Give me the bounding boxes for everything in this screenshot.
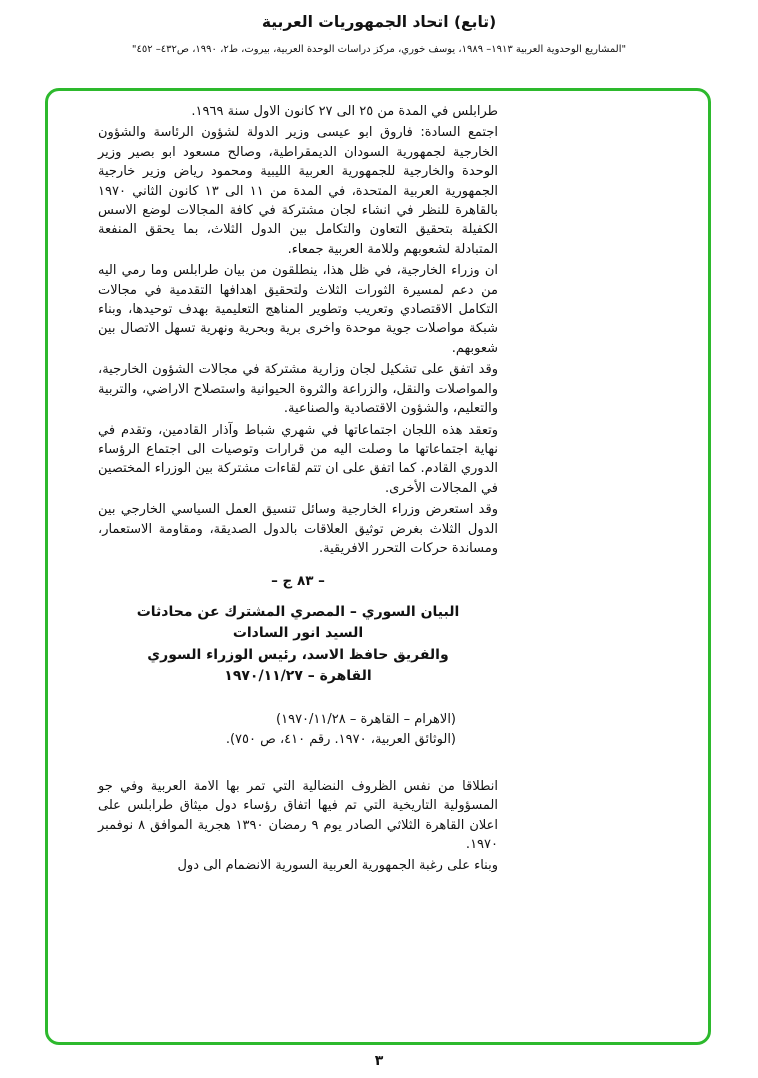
body-paragraph: انطلاقا من نفس الظروف النضالية التي تمر بها الامة العربية وفي جو المسؤولية التاريخية التي تم فيها اتفاق رؤساء دول ميثاق طرابلس على اعلان القاهرة الثلاثي الصادر يوم ٩ رمضان ١٣٩٠ هجرية الموافق ٨ نوفمبر ١٩٧٠.	[98, 778, 499, 852]
page-number: ٣	[374, 1053, 384, 1069]
document-body	[98, 102, 498, 878]
section-marker: – ٨٣ ج –	[271, 573, 325, 590]
header-source-line: "المشاريع الوحدوية العربية ١٩١٣– ١٩٨٩، يوسف خوري، مركز دراسات الوحدة العربية، بيروت، ط٢، ١٩٩٠، ص٤٣٢– ٤٥٢"	[131, 44, 627, 55]
body-paragraph: طرابلس في المدة من ٢٥ الى ٢٧ كانون الاول سنة ١٩٦٩.	[191, 104, 498, 119]
body-paragraph: اجتمع السادة: فاروق ابو عيسى وزير الدولة لشؤون الرئاسة والشؤون الخارجية لجمهورية السودان الديمقراطية، وصالح مسعود ابو بصير وزير الوحدة والخارجية للجمهورية العربية الليبية ومحمود رياض وزير خارجية الجمهورية العربية المتحدة، في المدة من ١١ الى ١٣ كانون الثاني ١٩٧٠ بالقاهرة للنظر في انشاء لجان مشتركة في كافة المجالات لوضع الاسس الكفيلة بتحقيق التعاون والتكامل بين الدول الثلاث، بما يحقق المنفعة المتبادلة لشعوبهم وللامة العربية جمعاء.	[98, 125, 498, 257]
heading-line: البيان السوري – المصري المشترك عن محادثات	[136, 603, 460, 620]
body-paragraph: وتعقد هذه اللجان اجتماعاتها في شهري شباط وآذار القادمين، وتقدم في نهاية اجتماعاتها ما وصلت اليه من قرارات وتوصيات الى اجتماع الرؤساء الدوري القادم. كما اتفق على ان تتم لقاءات مشتركة بين الوزراء المختصين في المجالات الأخرى.	[98, 422, 498, 496]
body-paragraph: ان وزراء الخارجية، في ظل هذا، ينطلقون من بيان طرابلس وما رمي اليه من دعم لمسيرة الثورات الثلاث ولتحقيق اهدافها التقدمية في مجالات التكامل الاقتصادي وتعريب وتطوير المناهج التعليمية بهدف توحيدها، وبناء شبكة مواصلات جوية موحدة واخرى برية وبحرية ونهرية تسهل الاتصال بين شعوبهم.	[98, 263, 498, 356]
citations	[98, 710, 456, 751]
heading-line: السيد انور السادات	[232, 625, 364, 642]
page-title: (تابع) اتحاد الجمهوريات العربية	[261, 13, 497, 31]
citation-line: (الوثائق العربية، ١٩٧٠. رقم ٤١٠، ص ٧٥٠).	[225, 732, 456, 748]
body-paragraph: وقد استعرض وزراء الخارجية وسائل تنسيق العمل السياسي الخارجي بين الدول الثلاث بغرض توثيق العلاقات بالدول الصديقة، ومقاومة الاستعمار، ومساندة حركات التحرر الافريقية.	[98, 502, 498, 556]
citation-line: (الاهرام – القاهرة – ١٩٧٠/١١/٢٨)	[276, 711, 456, 727]
body-paragraph: وقد اتفق على تشكيل لجان وزارية مشتركة في مجالات الشؤون الخارجية، والمواصلات والنقل، والزراعة والثروة الحيوانية واستصلاح الاراضي، والتربية والتعليم، والشؤون الاقتصادية والصناعية.	[98, 362, 498, 417]
document-heading	[98, 602, 498, 688]
body-paragraph: وبناء على رغبة الجمهورية العربية السورية الانضمام الى دول	[177, 858, 498, 874]
heading-line: والفريق حافظ الاسد، رئيس الوزراء السوري	[147, 646, 449, 663]
page-header	[0, 0, 758, 55]
annotation-border	[45, 88, 711, 1045]
heading-line: القاهرة – ١٩٧٠/١١/٢٧	[224, 668, 372, 685]
